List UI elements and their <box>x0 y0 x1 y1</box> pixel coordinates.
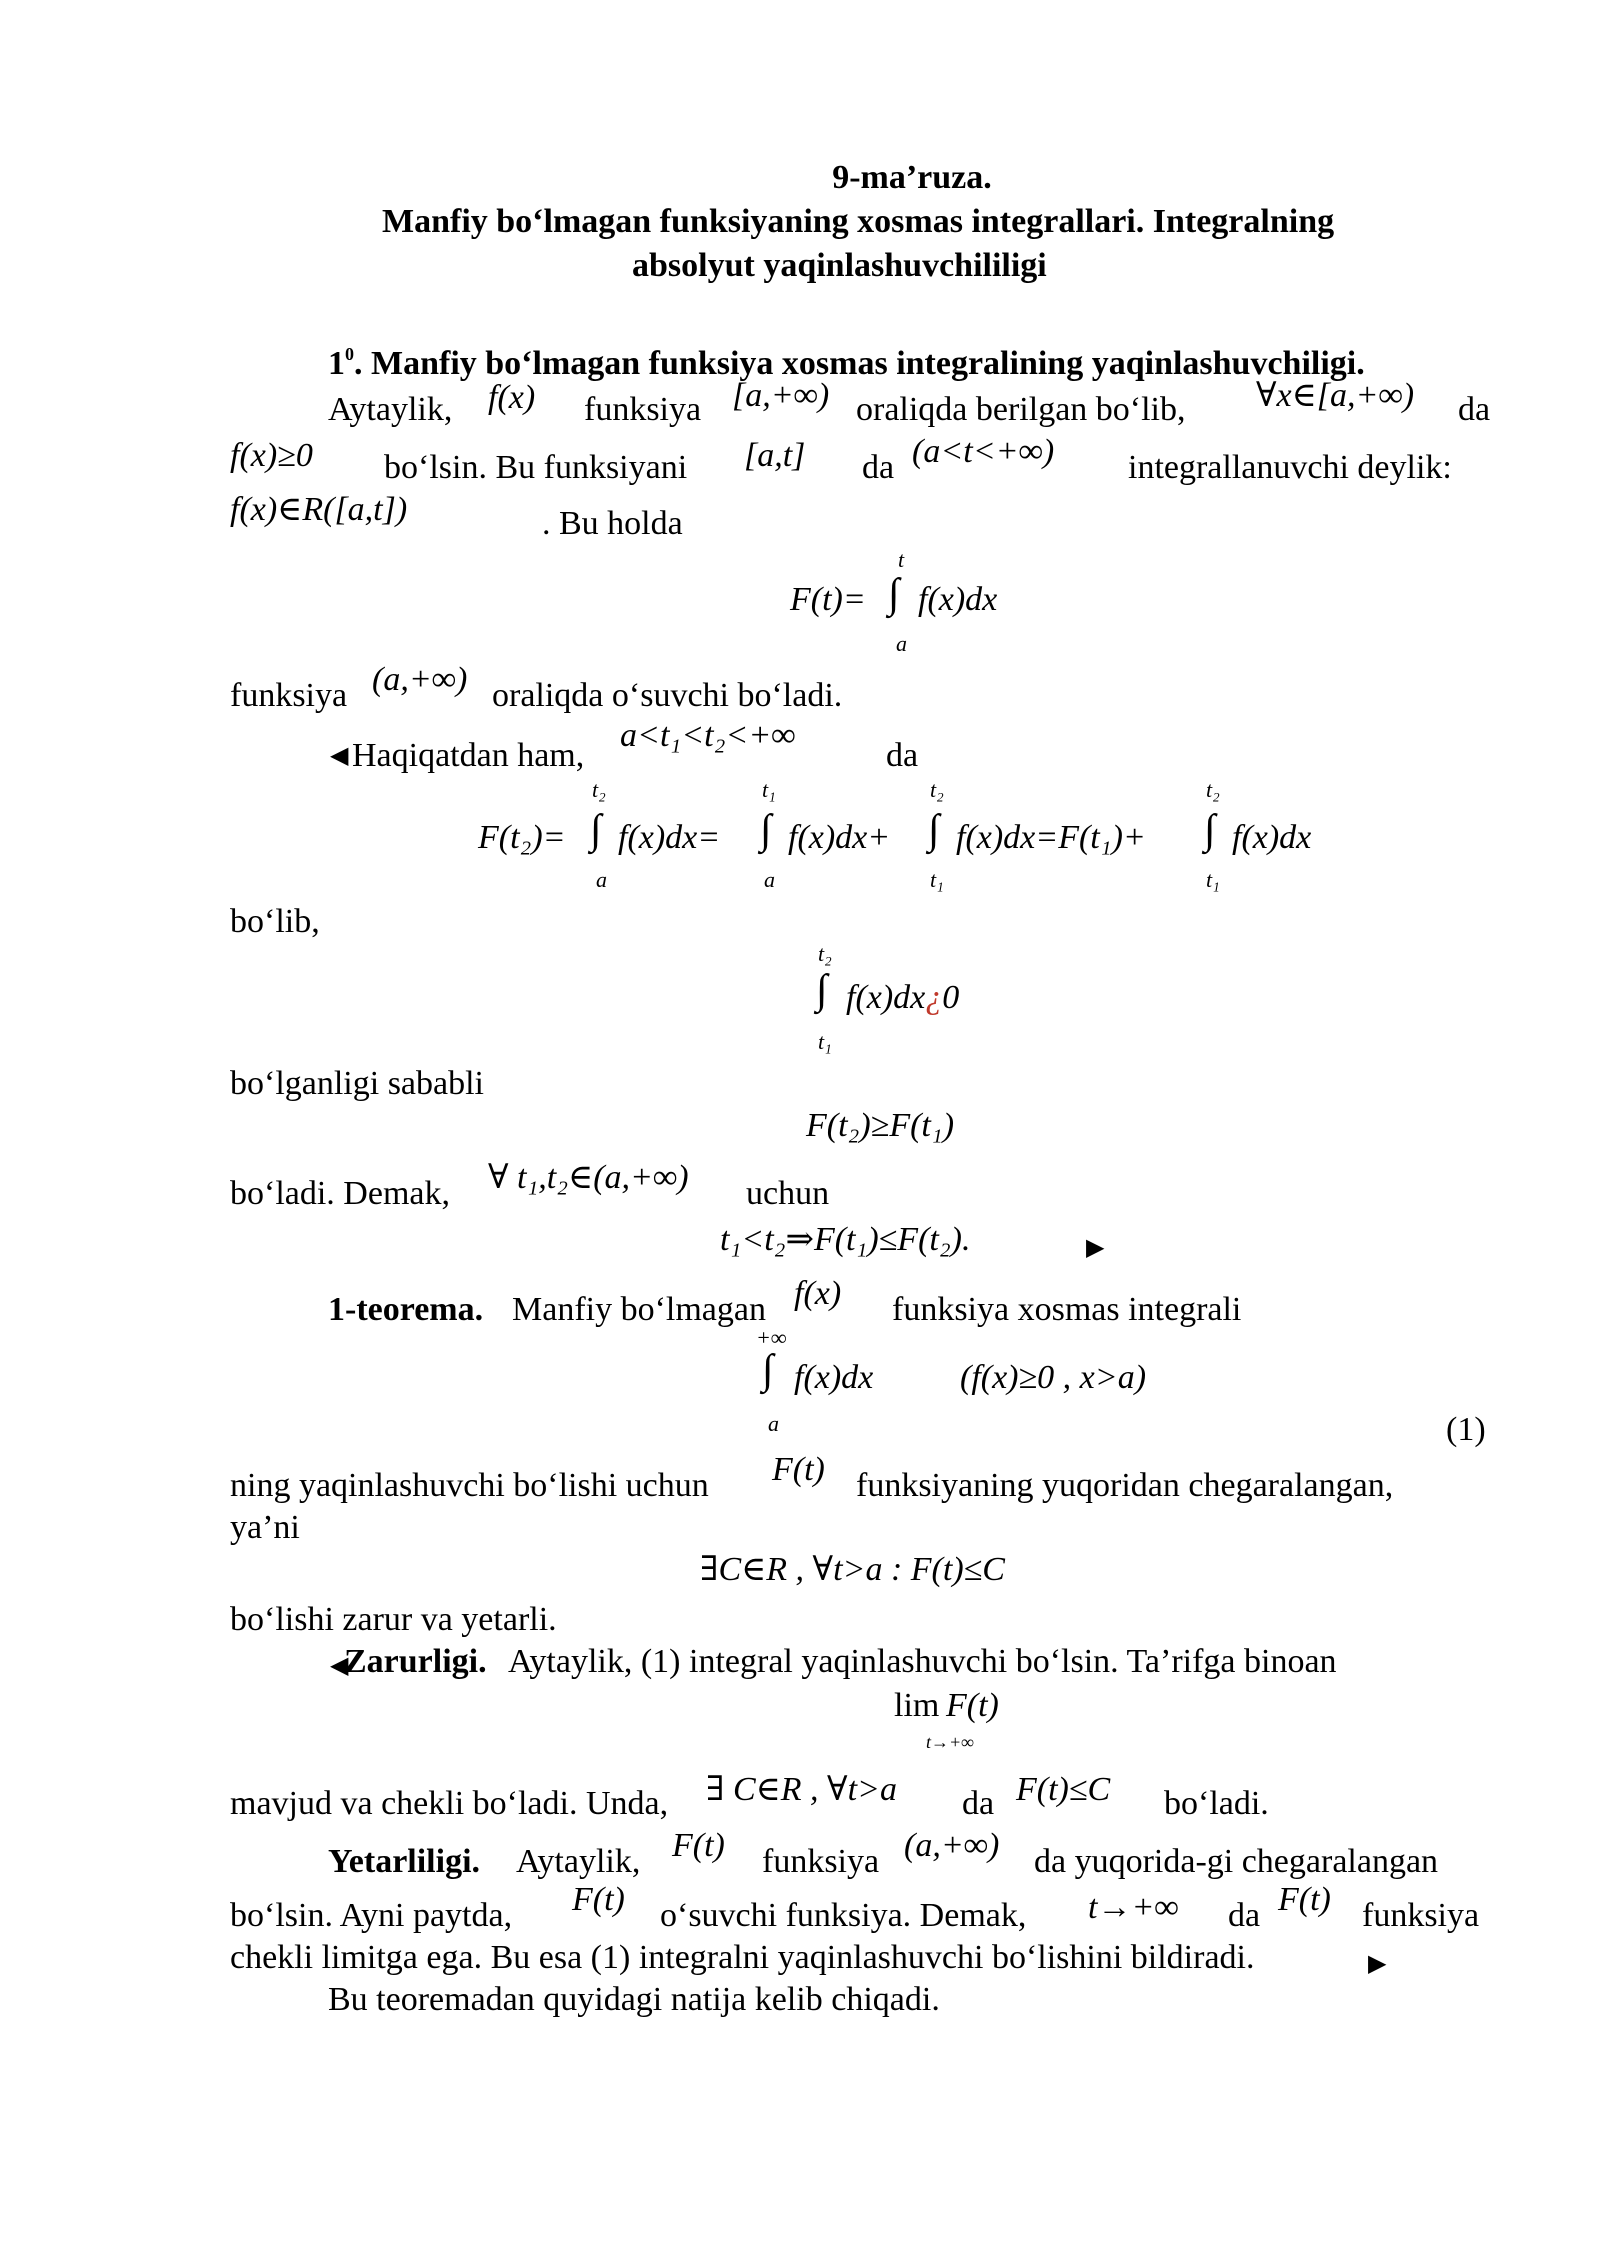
f1-lower: a <box>896 631 907 656</box>
p12-text: Bu teoremadan quyidagi natija kelib chiqadi. <box>328 1981 940 2018</box>
theorem-fx: f(x) <box>794 1275 842 1312</box>
f2-integral-3: ∫ <box>928 807 940 853</box>
p3-cond: a<t₁<t₂<+∞ <box>620 717 796 754</box>
p2-text: oraliqda o‘suvchi bo‘ladi. <box>492 677 843 714</box>
p11-interval: (a,+∞) <box>904 1827 1000 1864</box>
equation-number: (1) <box>1446 1411 1486 1448</box>
p1-fR: f(x)∈R([a,t]) <box>230 491 408 528</box>
proof-end-icon-2: ▶ <box>1368 1951 1387 1977</box>
p1-da2: da <box>862 449 895 486</box>
p10-text-2: bo‘ladi. <box>1164 1785 1269 1822</box>
f2-body-2: f(x)dx+ <box>788 819 891 856</box>
f2-upper-4: t₂ <box>1206 777 1220 802</box>
page-title: Manfiy bo‘lmagan funksiyaning xosmas integrallari. Integralning <box>382 203 1335 240</box>
f1-upper: t <box>898 547 905 572</box>
p1-bolsin: bo‘lsin. Bu funksiyani <box>384 449 688 486</box>
p7-text-3: ya’ni <box>230 1509 300 1546</box>
p3-text: Haqiqatdan ham, <box>352 737 585 774</box>
p1-fxge0: f(x)≥0 <box>230 437 313 474</box>
section-title: . Manfiy bo‘lmagan funksiya xosmas integralining yaqinlashuvchiligi. <box>354 345 1365 382</box>
p2-interval: (a,+∞) <box>372 661 468 698</box>
f3-glyph: ¿ <box>925 979 943 1016</box>
p1-condition: (a<t<+∞) <box>912 433 1055 470</box>
theorem-label: 1-teorema. <box>328 1291 484 1328</box>
p7-text-1: ning yaqinlashuvchi bo‘lishi uchun <box>230 1467 709 1504</box>
f6-condition: (f(x)≥0 , x>a) <box>960 1359 1147 1396</box>
sufficiency-label: Yetarliligi. <box>328 1843 481 1880</box>
f2-lower-2: a <box>764 867 775 892</box>
p1-interval: [a,+∞) <box>732 377 830 414</box>
p10-text-1: mavjud va chekli bo‘ladi. Unda, <box>230 1785 669 1822</box>
f2-body-1: f(x)dx= <box>618 819 721 856</box>
p11-text-1: da yuqorida-gi chegaralangan <box>1034 1843 1439 1880</box>
section-superscript: 0 <box>345 344 354 364</box>
p11-text-3: o‘suvchi funksiya. Demak, <box>660 1897 1027 1934</box>
p1-forall: ∀x∈[a,+∞) <box>1256 377 1415 414</box>
f7-expr: ∃C∈R , ∀t>a : F(t)≤C <box>700 1551 1005 1588</box>
page-subtitle: absolyut yaqinlashuvchililigi <box>632 247 1047 284</box>
theorem-text-1: Manfiy bo‘lmagan <box>512 1291 766 1328</box>
f2-upper-2: t₁ <box>762 777 776 802</box>
f1-integral-sign: ∫ <box>888 571 900 617</box>
f8-under: t→+∞ <box>926 1732 974 1752</box>
p2-funksiya: funksiya <box>230 677 348 714</box>
theorem-text-2: funksiya xosmas integrali <box>892 1291 1242 1328</box>
p11-text-4: chekli limitga ega. Bu esa (1) integralni yaqinlashuvchi bo‘lishini bildiradi. <box>230 1939 1255 1976</box>
p1-oraliqda: oraliqda berilgan bo‘lib, <box>856 391 1186 428</box>
p5-text: bo‘lganligi sababli <box>230 1065 485 1102</box>
p11-funksiya: funksiya <box>762 1843 880 1880</box>
f2-integral-4: ∫ <box>1204 807 1216 853</box>
f8-lim: lim <box>894 1687 940 1724</box>
p11-text-2: bo‘lsin. Ayni paytda, <box>230 1897 513 1934</box>
p10-da: da <box>962 1785 995 1822</box>
p1-at: [a,t] <box>744 437 806 474</box>
f8-fn: F(t) <box>946 1687 999 1724</box>
p11-Ft-2: F(t) <box>572 1881 625 1918</box>
p1-aytaylik: Aytaylik, <box>328 391 453 428</box>
section-heading <box>328 334 1365 384</box>
proof-start-icon: ◀ <box>330 743 349 769</box>
f3-integrand: f(x)dx <box>846 979 926 1016</box>
p1-da: da <box>1458 391 1491 428</box>
f3-lower: t₁ <box>818 1029 832 1054</box>
f2-body-4: f(x)dx <box>1232 819 1312 856</box>
f3-rhs: 0 <box>942 979 960 1016</box>
lecture-number: 9-ma’ruza. <box>832 159 992 196</box>
p6-uchun: uchun <box>746 1175 830 1212</box>
p7-text-2: funksiyaning yuqoridan chegaralangan, <box>856 1467 1394 1504</box>
f2-integral-1: ∫ <box>590 807 602 853</box>
p1-buholda: . Bu holda <box>542 505 683 542</box>
f2-lower-4: t₁ <box>1206 867 1220 892</box>
f2-upper-1: t₂ <box>592 777 606 802</box>
f6-lower: a <box>768 1411 779 1436</box>
f3-body <box>846 978 959 1018</box>
f3-integral-sign: ∫ <box>816 967 828 1013</box>
p4-text: bo‘lib, <box>230 903 320 940</box>
p7-Ft: F(t) <box>772 1451 825 1488</box>
f2-integral-2: ∫ <box>760 807 772 853</box>
f1-body: f(x)dx <box>918 581 998 618</box>
p1-fx: f(x) <box>488 379 536 416</box>
f2-lower-1: a <box>596 867 607 892</box>
p1-funksiya: funksiya <box>584 391 702 428</box>
f6-body: f(x)dx <box>794 1359 874 1396</box>
necessity-label: Zarurligi. <box>344 1643 487 1680</box>
f6-upper: +∞ <box>756 1325 787 1350</box>
f5-expr: t₁<t₂⇒F(t₁)≤F(t₂). <box>720 1221 971 1258</box>
p11-da: da <box>1228 1897 1261 1934</box>
proof-start-icon-2: ◀ <box>330 1653 349 1679</box>
f3-upper: t₂ <box>818 941 832 966</box>
p11-Ft-1: F(t) <box>672 1827 725 1864</box>
p10-ineq: F(t)≤C <box>1016 1771 1111 1808</box>
section-number: 1 <box>328 345 345 382</box>
p3-da: da <box>886 737 919 774</box>
p1-integral: integrallanuvchi deylik: <box>1128 449 1452 486</box>
f6-integral-sign: ∫ <box>762 1347 774 1393</box>
p11-aytaylik: Aytaylik, <box>516 1843 641 1880</box>
f2-body-3: f(x)dx=F(t₁)+ <box>956 819 1146 856</box>
f2-upper-3: t₂ <box>930 777 944 802</box>
p6-forall: ∀ t₁,t₂∈(a,+∞) <box>488 1159 689 1196</box>
f2-lhs: F(t₂)= <box>478 819 566 856</box>
p6-text: bo‘ladi. Demak, <box>230 1175 450 1212</box>
p11-limit: t→+∞ <box>1088 1889 1179 1926</box>
p10-cond: ∃ C∈R , ∀t>a <box>706 1771 897 1808</box>
p11-funksiya-2: funksiya <box>1362 1897 1480 1934</box>
proof-end-icon: ▶ <box>1086 1235 1105 1261</box>
f1-lhs: F(t)= <box>790 581 866 618</box>
p9-text: Aytaylik, (1) integral yaqinlashuvchi bo‘lsin. Ta’rifga binoan <box>508 1643 1337 1680</box>
p8-text: bo‘lishi zarur va yetarli. <box>230 1601 557 1638</box>
p11-Ft-3: F(t) <box>1278 1881 1331 1918</box>
f2-lower-3: t₁ <box>930 867 944 892</box>
f4-expr: F(t₂)≥F(t₁) <box>806 1107 955 1144</box>
